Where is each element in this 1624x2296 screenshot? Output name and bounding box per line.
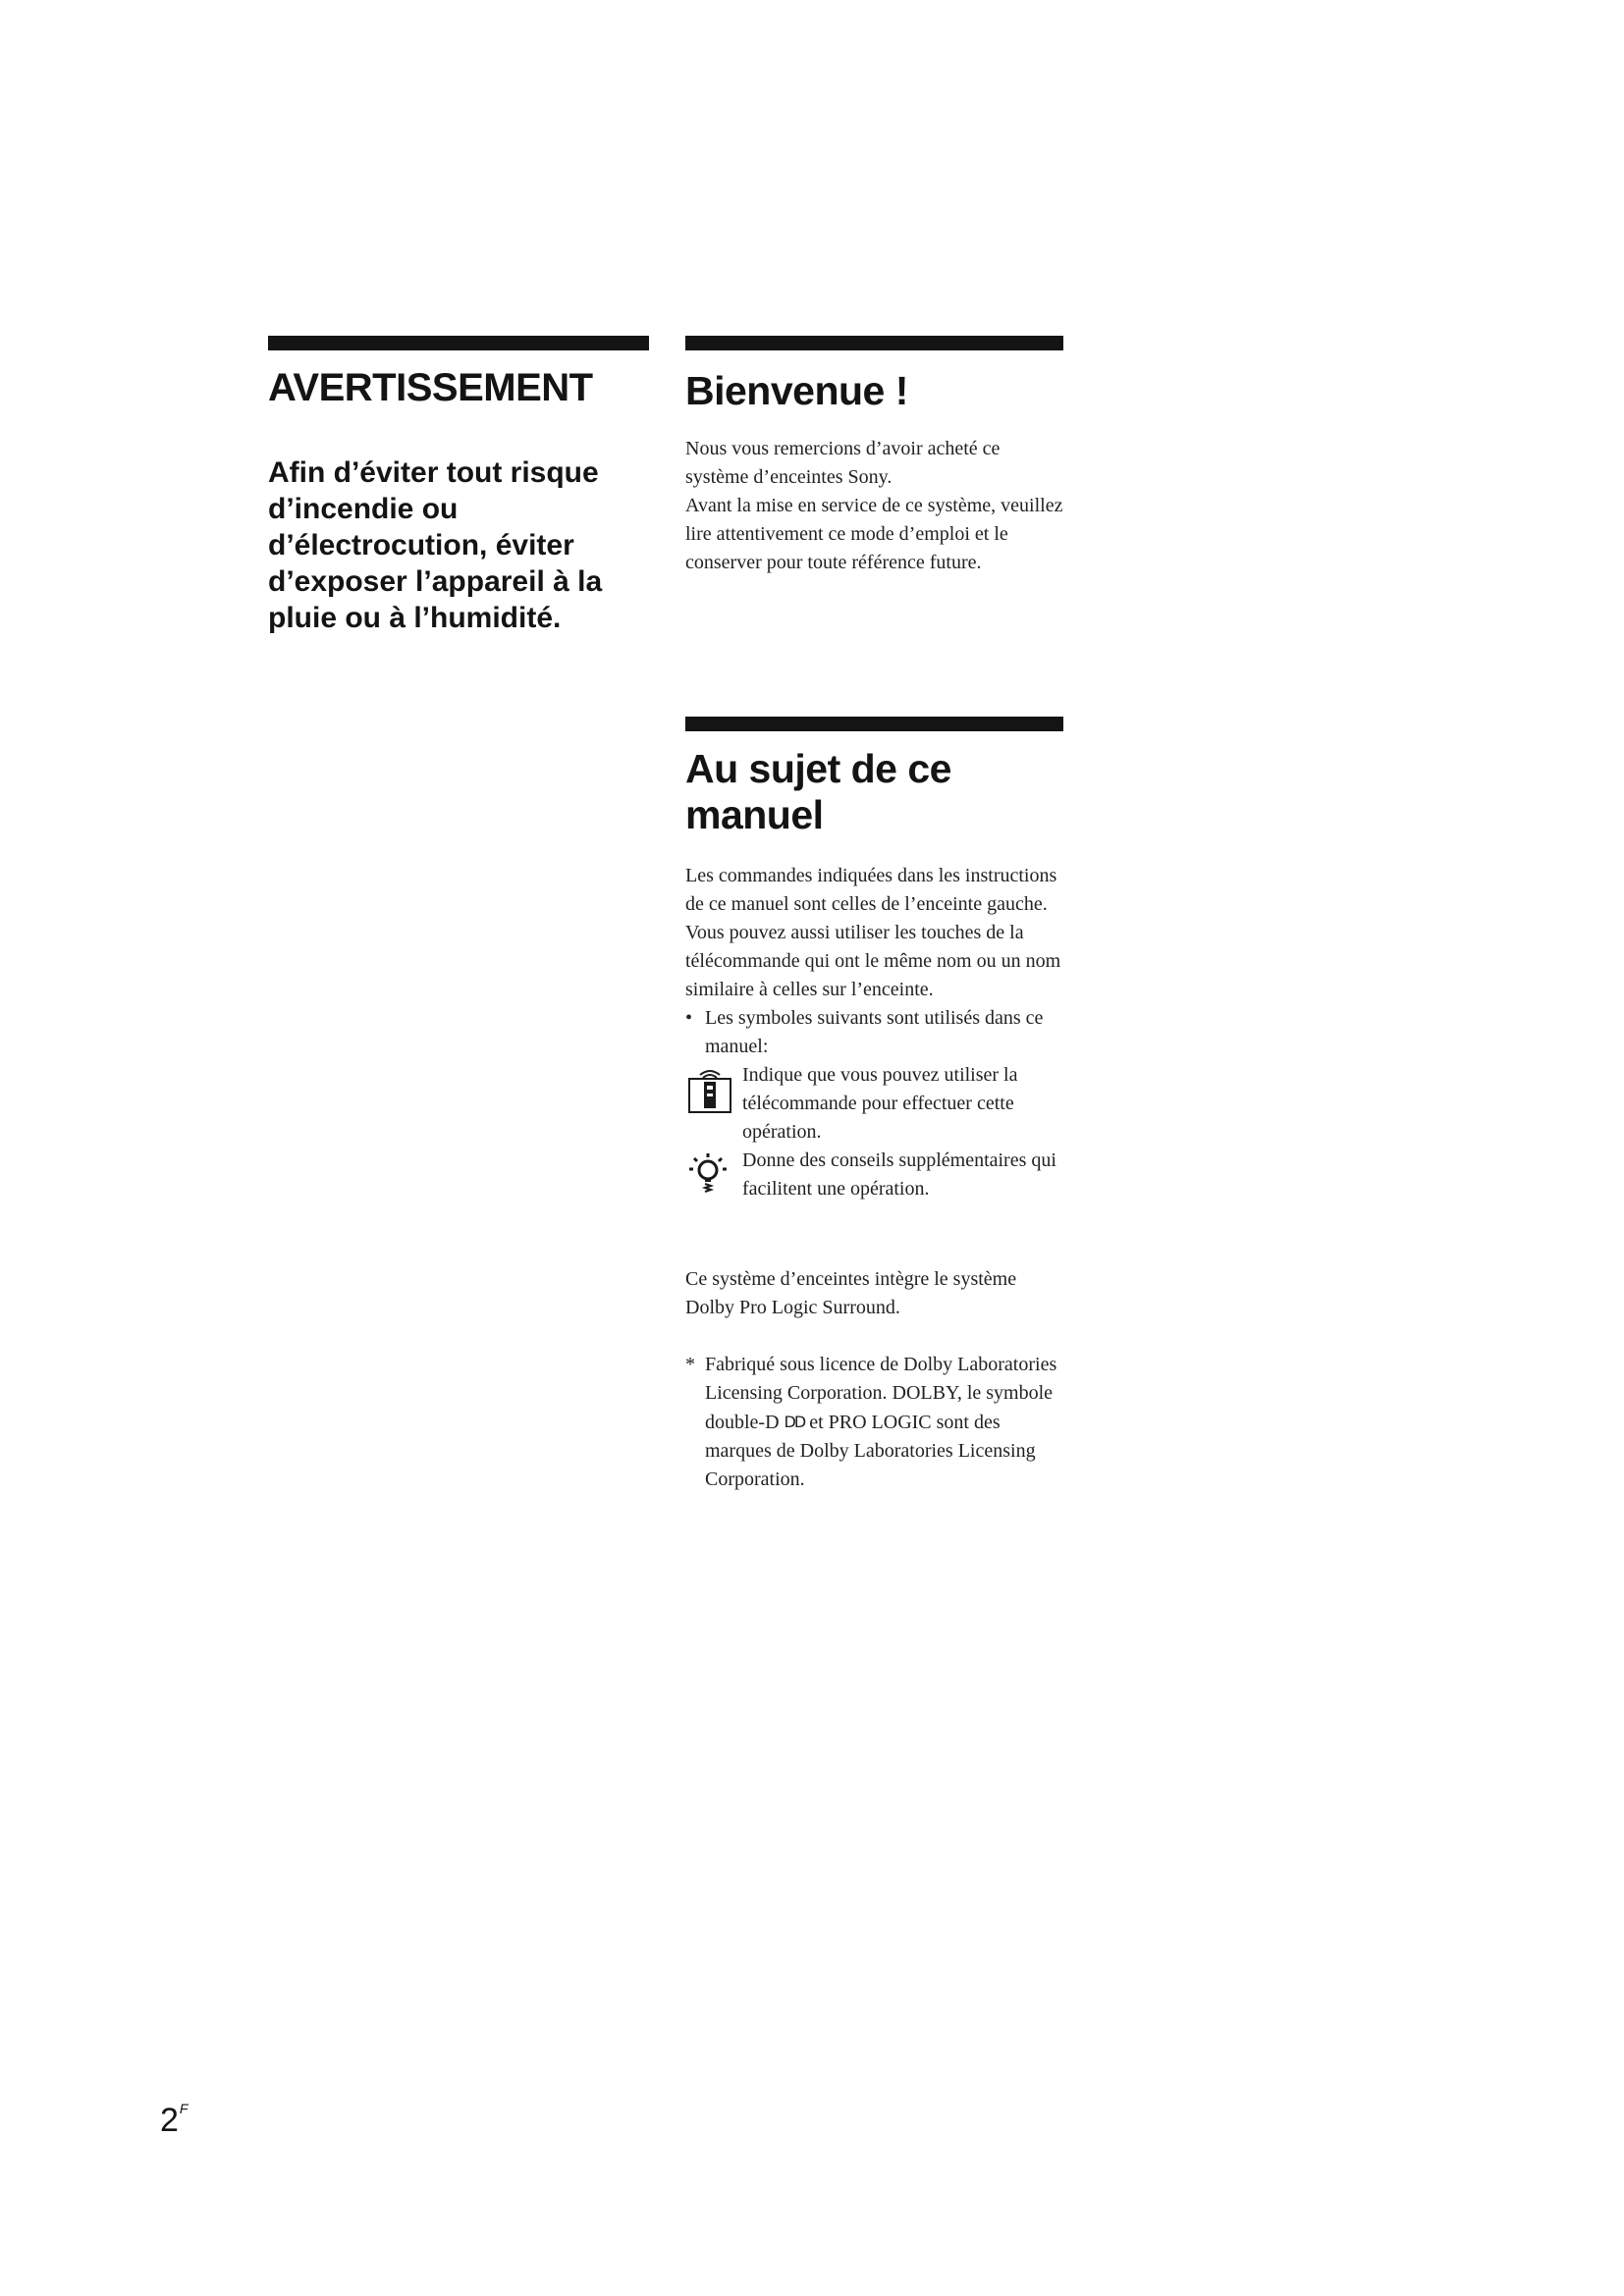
welcome-heading: Bienvenue ! [685,368,908,413]
warning-section [268,336,649,636]
welcome-paragraph-1: Nous vous remercions d’avoir acheté ce système d’enceintes Sony. [685,438,1001,488]
welcome-section [685,336,1063,577]
lightbulb-tip-icon [685,1147,742,1208]
welcome-body [685,435,1063,577]
bullet-dot: • [685,1007,693,1029]
footnote-text-after: et PRO LOGIC sont des marques de Dolby Laboratories Licensing Corporation. [705,1412,1036,1490]
about-body [685,862,1063,1494]
page-number-suffix: F [179,2101,189,2116]
footnote-asterisk: * [685,1354,695,1375]
welcome-paragraph-2: Avant la mise en service de ce système, veuillez lire attentivement ce mode d’emploi et le conserver pour toute référence future. [685,495,1063,573]
page-number [160,2101,188,2140]
about-heading-rule [685,717,1063,731]
warning-text: Afin d’éviter tout risque d’incendie ou d’électrocution, éviter d’exposer l’appareil à la pluie ou à l’humidité. [268,456,603,634]
symbols-bullet-text: Les symboles suivants sont utilisés dans ce manuel: [705,1007,1044,1057]
page-number-value: 2 [160,2102,179,2139]
warning-heading-rule [268,336,649,350]
symbols-bullet [685,1004,1063,1061]
footnote [685,1351,1063,1494]
welcome-heading-rule [685,336,1063,350]
about-intro: Les commandes indiquées dans les instructions de ce manuel sont celles de l’enceinte gauche. Vous pouvez aussi utiliser les touches de la télécommande qui ont le même nom ou un nom similaire à celles sur l’enceinte. [685,865,1061,1000]
about-heading: Au sujet de ce manuel [685,746,951,837]
double-d-symbol: DD [784,1413,805,1431]
about-section [685,717,1063,1494]
remote-control-icon [685,1061,742,1123]
tip-symbol-text: Donne des conseils supplémentaires qui facilitent une opération. [742,1149,1056,1200]
symbol-row-remote [685,1061,1063,1147]
warning-heading: AVERTISSEMENT [268,366,593,409]
footnote-text [705,1351,1063,1494]
dolby-text: Ce système d’enceintes intègre le système Dolby Pro Logic Surround. [685,1268,1017,1318]
remote-symbol-text: Indique que vous pouvez utiliser la télécommande pour effectuer cette opération. [742,1064,1018,1143]
footnote-text-before: Fabriqué sous licence de Dolby Laboratories Licensing Corporation. DOLBY, le symbole double-D [705,1354,1057,1433]
symbol-row-tip [685,1147,1063,1208]
